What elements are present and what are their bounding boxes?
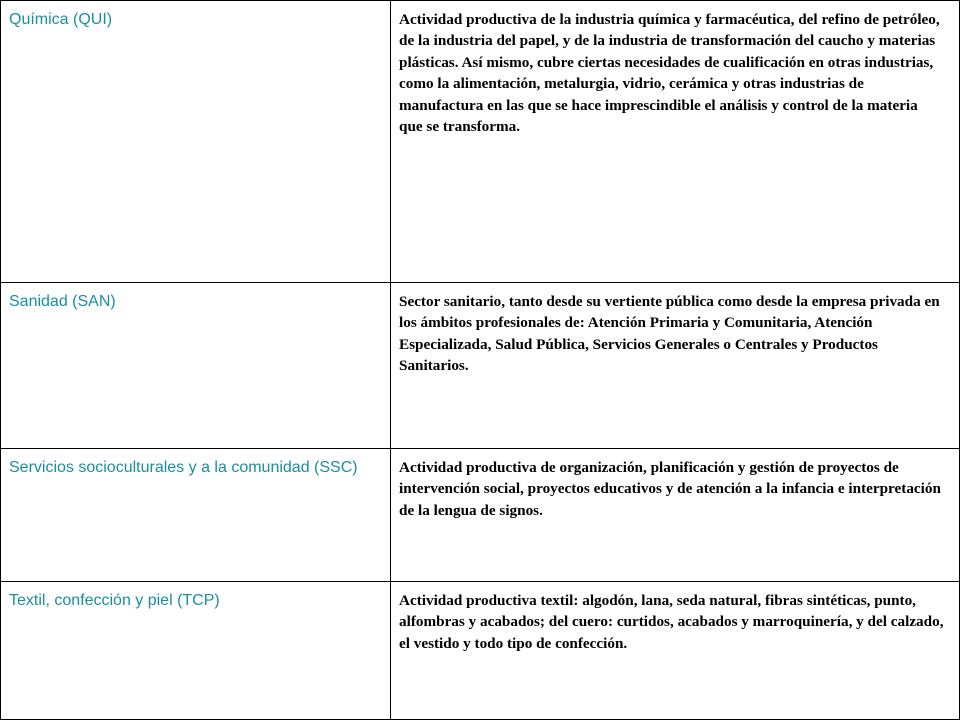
family-name-ssc: Servicios socioculturales y a la comunidad (SSC) [1, 449, 391, 582]
family-name-tcp: Textil, confección y piel (TCP) [1, 582, 391, 719]
family-name-san: Sanidad (SAN) [1, 283, 391, 449]
family-description-tcp: Actividad productiva textil: algodón, lana, seda natural, fibras sintéticas, punto, alfombras y acabados; del cuero: curtidos, acabados y marroquinería, y del calzado, el vestido y todo tipo de confección. [399, 592, 944, 652]
family-description-san: Sector sanitario, tanto desde su vertiente pública como desde la empresa privada en los ámbitos profesionales de: Atención Primaria y Comunitaria, Atención Especializada, Salud Pública, Servicios Generales o Centrales y Productos Sanitarios. [391, 283, 959, 449]
family-name-qui: Química (QUI) [1, 1, 391, 283]
family-description-qui: Actividad productiva de la industria química y farmacéutica, del refino de petróleo, de la industria del papel, y de la industria de transformación del caucho y materias plásticas. Así mismo, cubre ciertas necesidades de cualificación en otras industrias, como la alimentación, metalurgia, vidrio, cerámica y otras industrias de manufactura en las que se hace imprescindible el análisis y control de la materia que se transforma. [391, 1, 959, 283]
family-description-ssc: Actividad productiva de organización, planificación y gestión de proyectos de intervención social, proyectos educativos y de atención a la infancia e interpretación de la lengua de signos. [391, 449, 959, 582]
